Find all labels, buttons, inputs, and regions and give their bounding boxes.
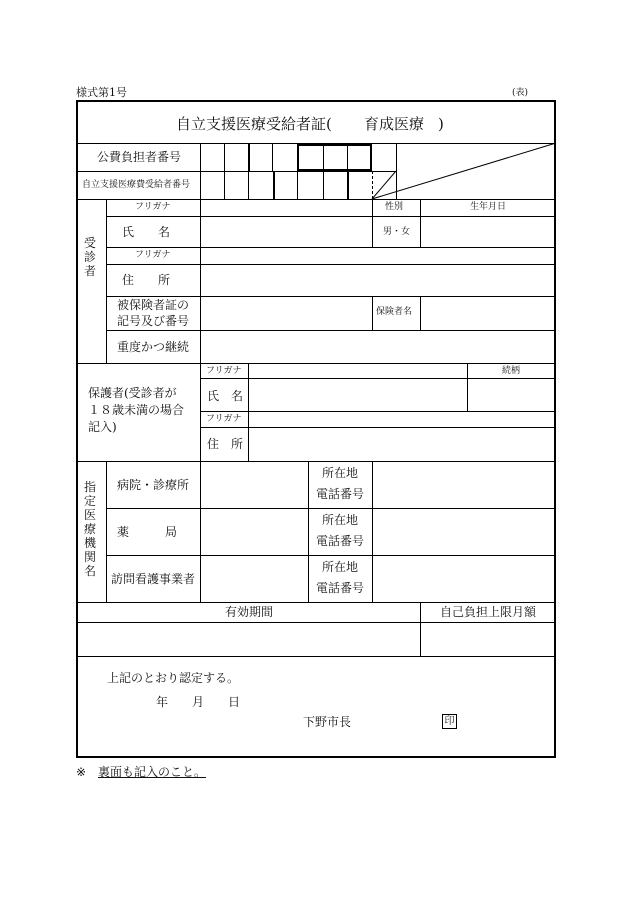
divider	[308, 461, 309, 602]
divider	[467, 363, 468, 411]
validity-period-label: 有効期間	[225, 605, 274, 619]
divider	[420, 296, 421, 330]
recipient-number-label: 自立支援医療費受給者番号	[82, 180, 191, 190]
divider	[420, 199, 421, 247]
guardian-name-label: 氏 名	[207, 389, 244, 403]
pharmacy-label: 薬 局	[117, 525, 178, 539]
diagonal-line	[372, 171, 396, 199]
seal-mark: 印	[442, 714, 457, 729]
divider	[76, 656, 556, 657]
severe-continuous-label: 重度かつ継続	[117, 340, 190, 354]
divider	[420, 602, 421, 656]
patient-address-label: 住 所	[122, 273, 171, 287]
guardian-label-line3: 記入)	[88, 420, 117, 434]
copay-limit-label: 自己負担上限月額	[440, 605, 537, 619]
certification-statement: 上記のとおり認定する。	[107, 671, 240, 685]
footnote-text: 裏面も記入のこと。	[98, 765, 207, 779]
divider	[372, 296, 373, 330]
hospital-clinic-label: 病院・診療所	[117, 478, 190, 492]
cert-year-label: 年	[156, 695, 169, 709]
divider	[106, 199, 107, 363]
patient-address-furigana-label: フリガナ	[135, 250, 171, 260]
divider	[200, 411, 556, 412]
visiting-nursing-label: 訪問看護事業者	[111, 572, 196, 586]
form-number: 様式第1号	[76, 86, 127, 99]
divider	[372, 461, 373, 602]
footnote-mark: ※	[76, 765, 87, 779]
relationship-label: 続柄	[502, 366, 521, 376]
divider	[76, 602, 556, 603]
hospital-location-label: 所在地	[322, 466, 359, 480]
sex-options[interactable]: 男・女	[383, 227, 411, 237]
divider	[76, 461, 556, 462]
guardian-name-furigana-label: フリガナ	[206, 366, 242, 376]
guardian-address-furigana-label: フリガナ	[206, 414, 242, 424]
diagonal-line	[372, 143, 556, 199]
designated-facility-section-label: 指定医療機関名	[83, 480, 96, 578]
divider	[200, 427, 556, 428]
mayor-title: 下野市長	[303, 715, 352, 729]
nursing-phone-label: 電話番号	[316, 581, 365, 595]
guardian-address-label: 住 所	[207, 437, 244, 451]
divider	[106, 330, 556, 331]
form-title-suffix: )	[438, 115, 444, 133]
insurance-label-line1: 被保険者証の	[117, 298, 190, 312]
patient-section-label: 受診者	[83, 236, 96, 278]
divider	[106, 247, 556, 248]
pharmacy-phone-label: 電話番号	[316, 534, 365, 548]
pharmacy-location-label: 所在地	[322, 513, 359, 527]
patient-name-furigana-label: フリガナ	[135, 202, 171, 212]
sex-label: 性別	[385, 202, 404, 212]
nursing-location-label: 所在地	[322, 560, 359, 574]
divider	[200, 199, 201, 363]
birthdate-label: 生年月日	[470, 202, 507, 212]
patient-name-label: 氏 名	[122, 225, 171, 239]
divider	[106, 296, 556, 297]
form-title-medical-type: 育成医療	[364, 115, 425, 133]
form-title-prefix: 自立支援医療受給者証(	[176, 115, 332, 133]
divider	[106, 555, 556, 556]
divider	[106, 216, 556, 217]
payer-number-label: 公費負担者番号	[97, 150, 182, 164]
divider	[200, 461, 201, 602]
divider	[106, 264, 556, 265]
guardian-label-line1: 保護者(受診者が	[88, 386, 177, 400]
cert-day-label: 日	[228, 695, 241, 709]
divider	[106, 508, 556, 509]
cert-month-label: 月	[192, 695, 205, 709]
guardian-label-line2: １８歳未満の場合	[88, 403, 185, 417]
divider	[200, 378, 556, 379]
insurer-name-label: 保険者名	[376, 307, 413, 317]
divider	[76, 363, 556, 364]
form-side-label: (表)	[512, 88, 529, 98]
divider	[76, 622, 556, 623]
divider	[372, 199, 373, 247]
hospital-phone-label: 電話番号	[316, 487, 365, 501]
divider	[106, 461, 107, 602]
insurance-label-line2: 記号及び番号	[117, 314, 190, 328]
